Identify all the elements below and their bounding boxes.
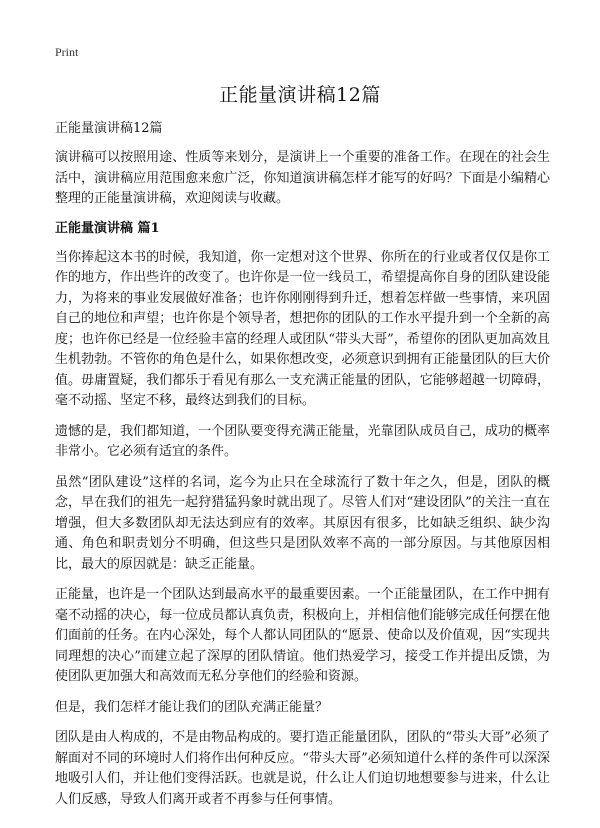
paragraph-5: 但是，我们怎样才能让我们的团队充满正能量？ [55,699,329,715]
article-subtitle: 正能量演讲稿12篇 [55,121,163,136]
paragraph-6: 团队是由人构成的，不是由物品构成的。要打造正能量团队，团队的“带头大哥”必须了解面对不同的环境时人们将作出何种反应。“带头大哥”必须知道什么样的条件可以深深地吸引人们，并让他们变得活跃。也就是说，什么让人们迫切地想要参与进来，什么让人们反感，导致人们离开或者不再参与任何事情。 [55,730,550,807]
page-title: 正能量演讲稿12篇 [219,84,381,106]
paragraph-4: 正能量，也许是一个团队达到最高水平的最重要因素。一个正能量团队，在工作中拥有毫不动摇的决心，每一位成员都认真负责，积极向上，并相信他们能够完成任何摆在他们面前的任务。在内心深处，每个人都认同团队的“愿景、使命以及价值观，因“实现共同理想的决心”而建立起了深厚的团队情谊。他们热爱学习，接受工作并提出反馈，为使团队更加强大和高效而无私分享他们的经验和资源。 [55,587,550,684]
intro-paragraph: 演讲稿可以按照用途、性质等来划分，是演讲上一个重要的准备工作。在现在的社会生活中，演讲稿应用范围愈来愈广泛，你知道演讲稿怎样才能写的好吗？下面是小编精心整理的正能量演讲稿，欢迎阅读与收藏。 [55,150,550,206]
article-body [55,120,550,820]
section-heading: 正能量演讲稿 篇1 [55,220,160,236]
paragraph-2: 遗憾的是，我们都知道，一个团队要变得充满正能量，光靠团队成员自己，成功的概率非常小。它必须有适宜的条件。 [55,423,550,459]
paragraph-3: 虽然“团队建设”这样的名词，迄今为止只在全球流行了数十年之久，但是，团队的概念，早在我们的祖先一起狩猎猛犸象时就出现了。尽管人们对“建设团队”的关注一直在增强，但大多数团队却无法达到应有的效率。其原因有很多，比如缺乏组织、缺少沟通、角色和职责划分不明确，但这些只是团队效率不高的一部分原因。与其他原因相比，最大的原因就是：缺乏正能量。 [55,474,550,572]
paragraph-1: 当你捧起这本书的时候，我知道，你一定想对这个世界、你所在的行业或者仅仅是你工作的地方，作出些许的改变了。也许你是一位一线员工，希望提高你自身的团队建设能力，为将来的事业发展做好准备；也许你刚刚得到升迁，想着怎样做一些事情，来巩固自己的地位和声望；也许你是个领导者，想把你的团队的工作水平提升到一个全新的高度；也许你已经是一位经验丰富的经理人或团队“带头大哥”，希望你的团队更加高效且生机勃勃。不管你的角色是什么，如果你想改变，必须意识到拥有正能量团队的巨大价值。毋庸置疑，我们都乐于看见有那么一支充满正能量的团队，它能够超越一切障碍，毫不动摇、坚定不移，最终达到我们的目标。 [55,249,550,408]
print-link[interactable]: Print [55,45,79,59]
